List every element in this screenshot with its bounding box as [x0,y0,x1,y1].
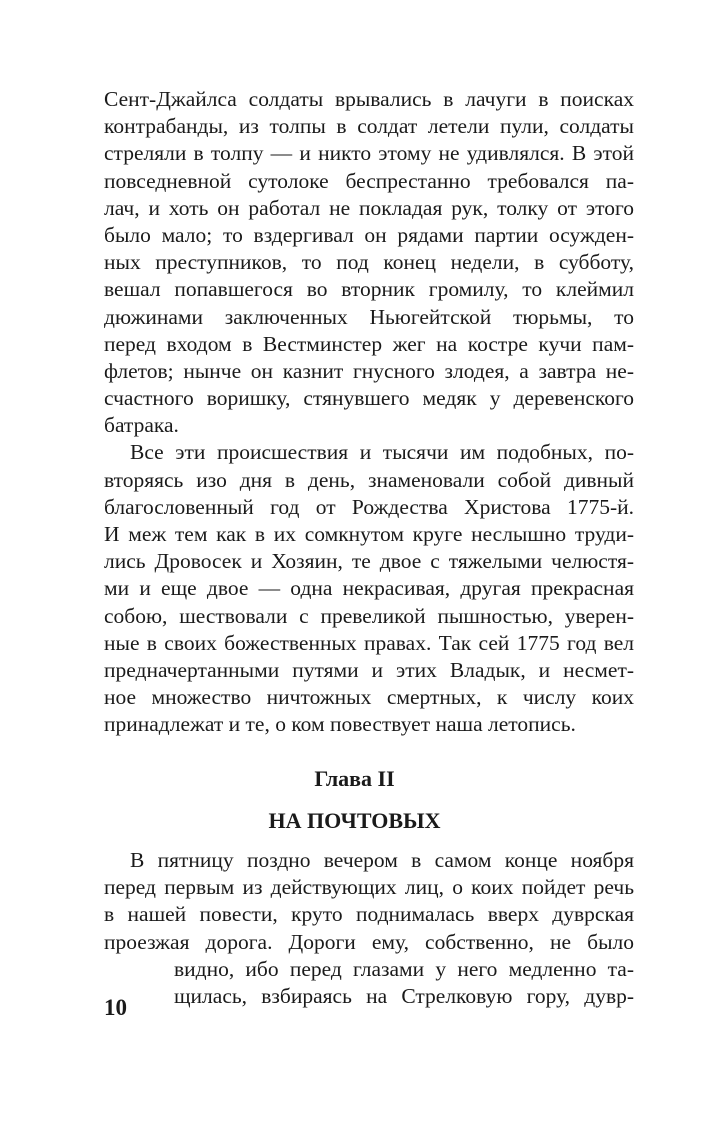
text-line: ных преступников, то под конец недели, в субботу, [104,250,634,275]
text-line: В пятницу поздно вечером в самом конце ноября [130,848,634,872]
text-line: Сент-Джайлса солдаты врывались в лачуги в поисках [104,87,634,111]
text-line: батрака. [104,413,179,438]
paragraph-continuation-narrow [174,956,634,1010]
text-line: щилась, взбираясь на Стрелковую гору, дувр- [174,984,634,1009]
text-line: контрабанды, из толпы в солдат летели пули, солдаты [104,114,634,139]
text-line: лись Дровосек и Хозяин, те двое с тяжелыми челюстя- [104,549,634,574]
text-line: ное множество ничтожных смертных, к числу коих [104,685,634,710]
text-line: ми и еще двое — одна некрасивая, другая прекрасная [104,576,634,601]
page-number: 10 [104,995,127,1020]
text-line: вешал попавшегося во вторник громилу, то клеймил [104,277,634,302]
paragraph-continuation [104,86,634,739]
text-line: принадлежат и те, о ком повествует наша летопись. [104,712,576,737]
text-line: флетов; нынче он казнит гнусного злодея, а завтра не- [104,358,634,383]
text-line: стреляли в толпу — и никто этому не удивлялся. В этой [104,141,634,166]
text-line: предначертанными путями и этих Владык, и несмет- [104,657,634,682]
text-line: проезжая дорога. Дороги ему, собственно, не было [104,929,634,954]
text-line: собою, шествовали с превеликой пышностью, уверен- [104,603,634,628]
chapter-number: Глава II [314,766,395,791]
text-line: ные в своих божественных правах. Так сей 1775 год вел [104,630,634,655]
text-line: в нашей повести, круто поднималась вверх дуврская [104,902,634,927]
text-line: вторяясь изо дня в день, знаменовали собой дивный [104,467,634,492]
text-line: счастного воришку, стянувшего медяк у деревенского [104,386,634,411]
chapter-opening-paragraph [104,847,634,956]
text-line: повседневной сутолоке беспрестанно требовался па- [104,168,634,193]
text-line: лач, и хоть он работал не покладая рук, толку от этого [104,195,634,220]
text-line: видно, ибо перед глазами у него медленно та- [174,957,634,981]
text-line: благословенный год от Рождества Христова 1775-й. [104,494,634,519]
text-line: было мало; то вздергивал он рядами партии осужден- [104,222,634,247]
text-line: И меж тем как в их сомкнутом круге неслышно труди- [104,522,634,546]
text-line: перед входом в Вестминстер жег на костре кучи пам- [104,331,634,356]
text-line: перед первым из действующих лиц, о коих пойдет речь [104,875,634,900]
text-line: Все эти происшествия и тысячи им подобных, по- [130,440,634,465]
text-line: дюжинами заключенных Ньюгейтской тюрьмы, то [104,304,634,329]
chapter-title: НА ПОЧТОВЫХ [268,808,441,833]
